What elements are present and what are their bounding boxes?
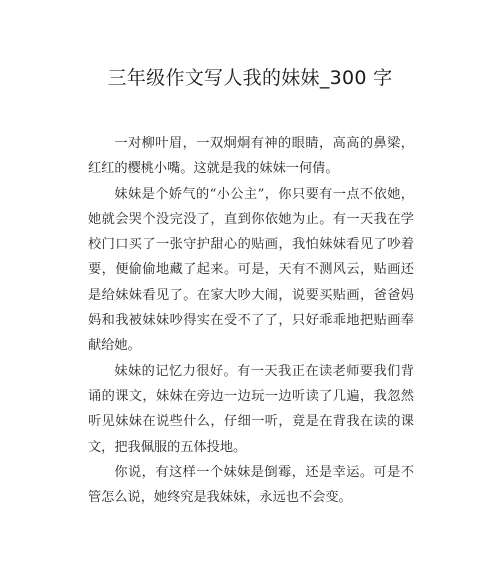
paragraph-intro: 一对柳叶眉，一双炯炯有神的眼睛，高高的鼻梁，红红的樱桃小嘴。这就是我的妹妹一何倩。: [88, 136, 414, 177]
document-title: 三年级作文写人我的妹妹_300 字: [107, 67, 393, 89]
paragraph-conclusion: 你说，有这样一个妹妹是倒霉，还是幸运。可是不管怎么说，她终究是我妹妹，永远也不会变。: [88, 464, 414, 506]
paragraph-memory: 妹妹的记忆力很好。有一天我正在读老师要我们背诵的课文，妹妹在旁边一边玩一边听读了几遍，我忽然听见妹妹在说些什么，仔细一听，竟是在背我在读的课文，把我佩服的五体投地。: [88, 363, 414, 455]
document-body: [88, 131, 414, 510]
paragraph-little-princess: 妹妹是个娇气的“小公主”，你只要有一点不依她，她就会哭个没完没了，直到你依她为止。有一天我在学校门口买了一张守护甜心的贴画，我怕妹妹看见了吵着要，便偷偷地藏了起来。可是，天有不测风云，贴画还是给妹妹看见了。在家大吵大闹，说要买贴画，爸爸妈妈和我被妹妹吵得实在受不了了，只好乖乖地把贴画奉献给她。: [88, 186, 414, 354]
